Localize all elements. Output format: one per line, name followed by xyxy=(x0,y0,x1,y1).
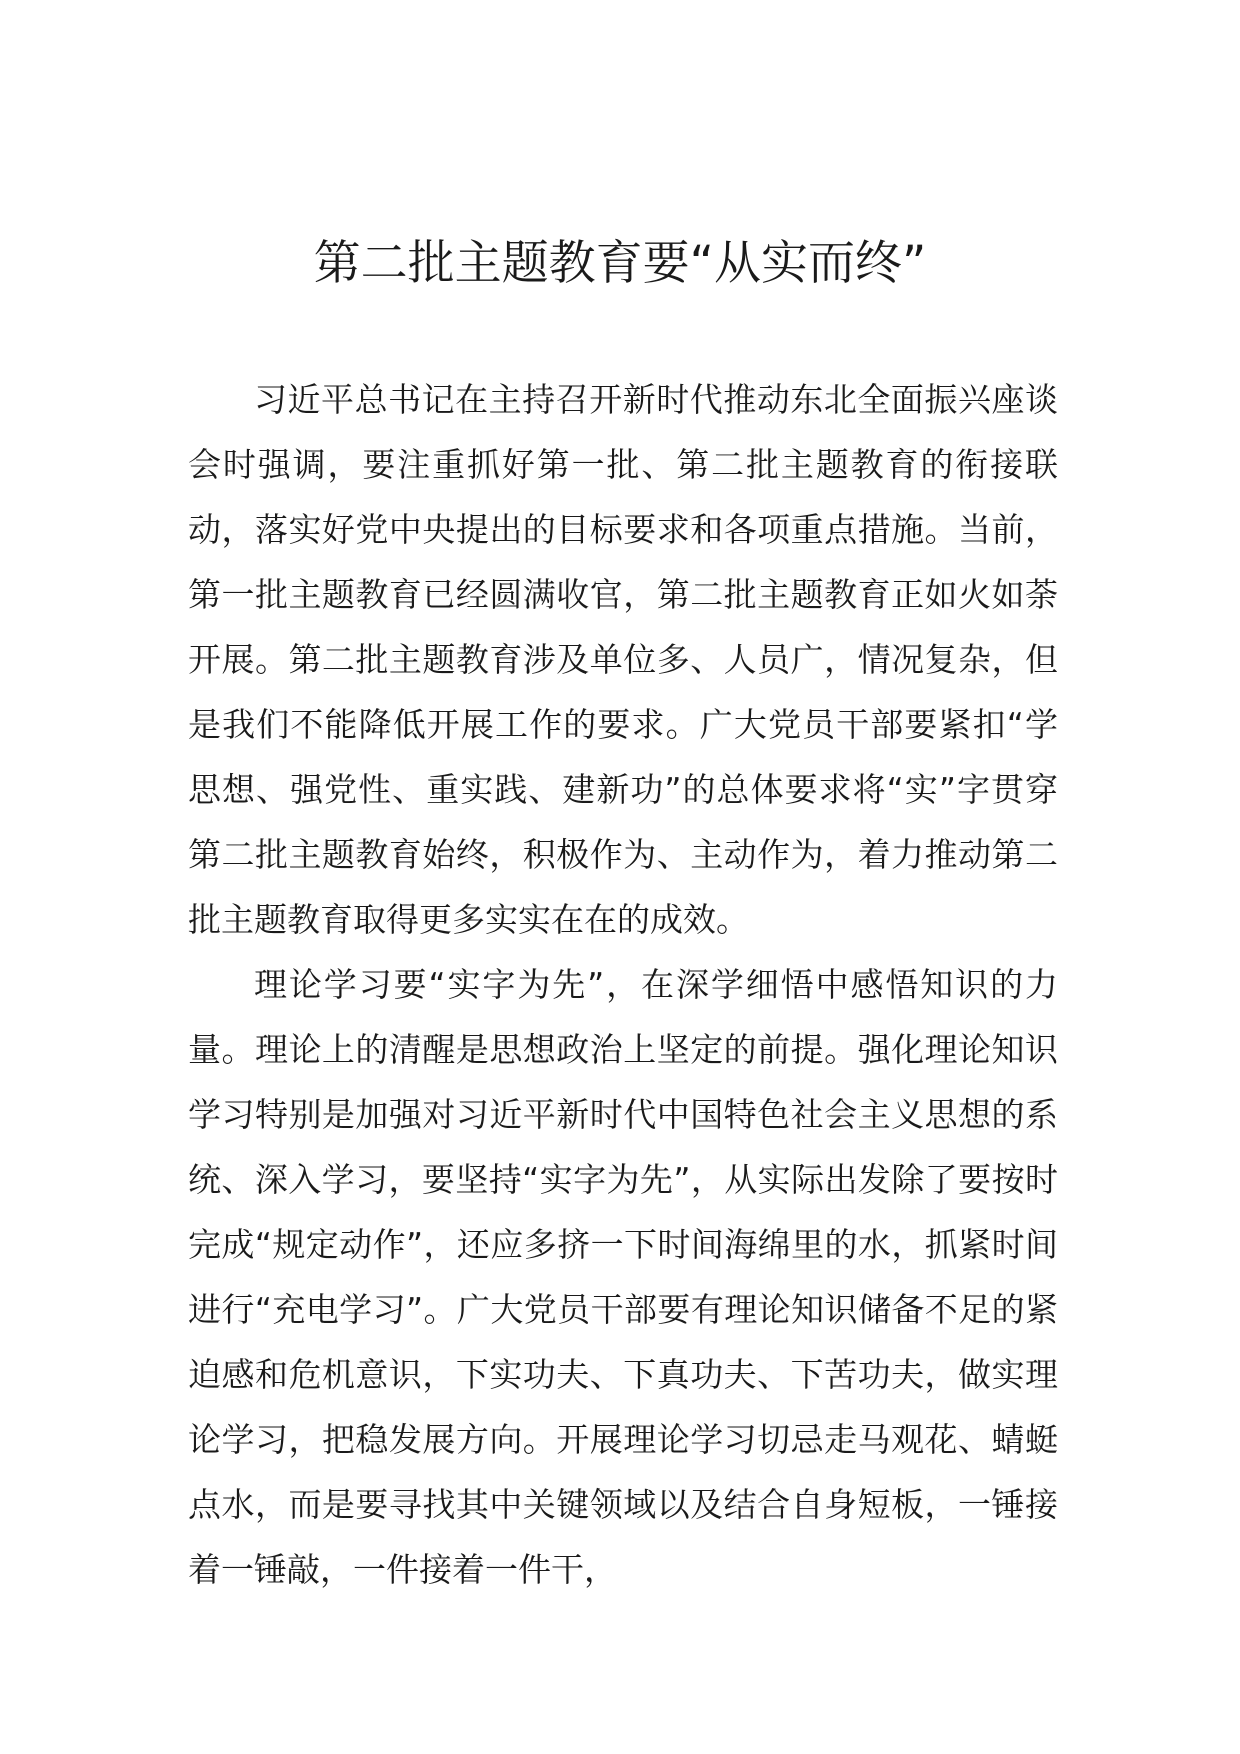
document-body xyxy=(188,367,1058,1602)
paragraph-2: 理论学习要“实字为先”，在深学细悟中感悟知识的力量。理论上的清醒是思想政治上坚定的前提。强化理论知识学习特别是加强对习近平新时代中国特色社会主义思想的系统、深入学习，要坚持“实字为先”，从实际出发除了要按时完成“规定动作”，还应多挤一下时间海绵里的水，抓紧时间进行“充电学习”。广大党员干部要有理论知识储备不足的紧迫感和危机意识，下实功夫、下真功夫、下苦功夫，做实理论学习，把稳发展方向。开展理论学习切忌走马观花、蜻蜓点水，而是要寻找其中关键领域以及结合自身短板，一锤接着一锤敲，一件接着一件干， xyxy=(188,965,1058,1589)
paragraph-1: 习近平总书记在主持召开新时代推动东北全面振兴座谈会时强调，要注重抓好第一批、第二批主题教育的衔接联动，落实好党中央提出的目标要求和各项重点措施。当前，第一批主题教育已经圆满收官，第二批主题教育正如火如荼开展。第二批主题教育涉及单位多、人员广，情况复杂，但是我们不能降低开展工作的要求。广大党员干部要紧扣“学思想、强党性、重实践、建新功”的总体要求将“实”字贯穿第二批主题教育始终，积极作为、主动作为，着力推动第二批主题教育取得更多实实在在的成效。 xyxy=(188,380,1058,939)
document-title: 第二批主题教育要“从实而终” xyxy=(313,236,927,291)
